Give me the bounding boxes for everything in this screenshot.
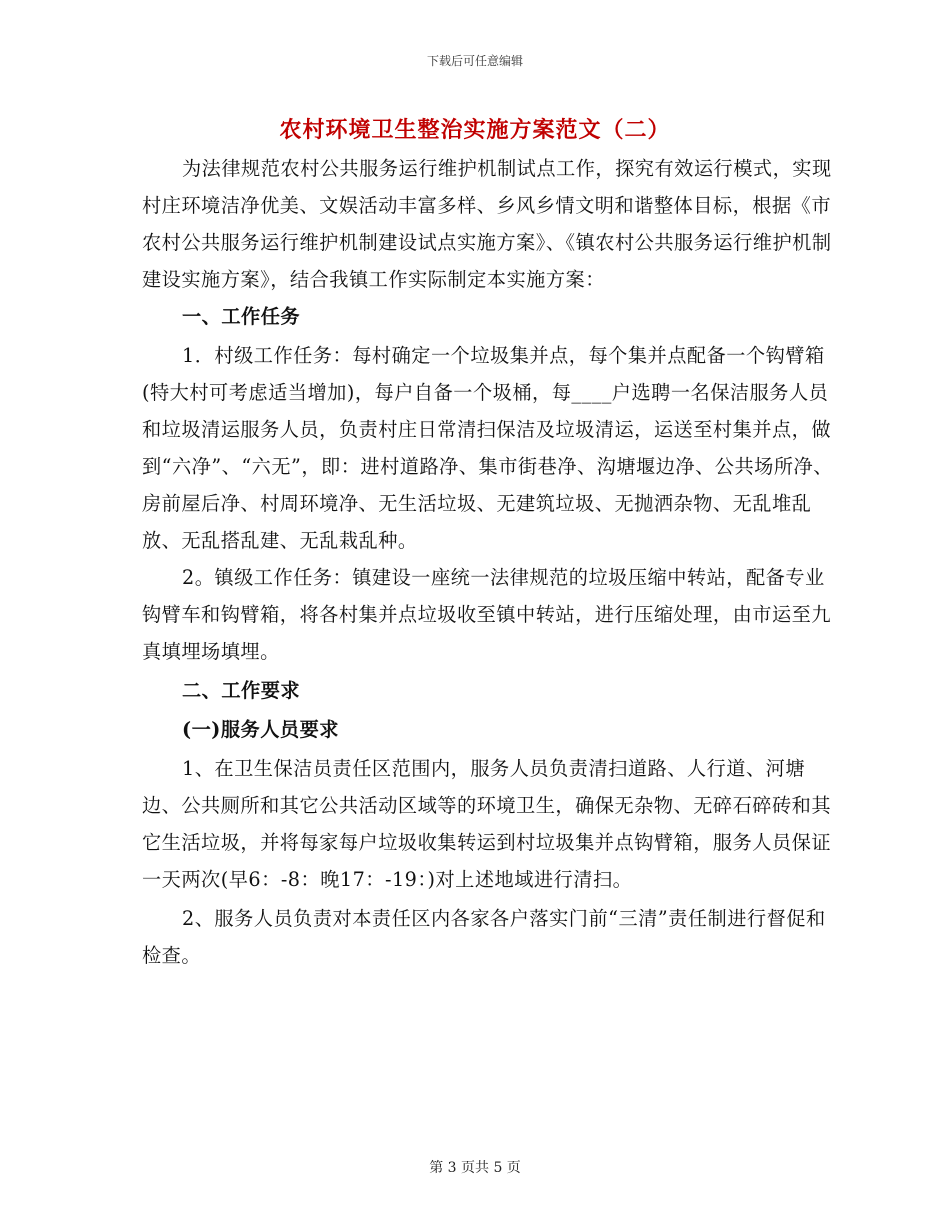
intro-paragraph: 为法律规范农村公共服务运行维护机制试点工作，探究有效运行模式，实现村庄环境洁净优美、文娱活动丰富多样、乡风乡情文明和谐整体目标，根据《市农村公共服务运行维护机制建设试点实施方案》、《镇农村公共服务运行维护机制建设实施方案》，结合我镇工作实际制定本实施方案： [142,157,832,291]
page-footer: 第 3 页共 5 页 [429,1160,521,1176]
town-tasks-paragraph: 2。镇级工作任务：镇建设一座统一法律规范的垃圾压缩中转站，配备专业钩臂车和钩臂箱，将各村集并点垃圾收至镇中转站，进行压缩处理，由市运至九真填埋场填埋。 [142,566,832,663]
village-tasks-paragraph: 1．村级工作任务：每村确定一个垃圾集并点，每个集并点配备一个钩臂箱(特大村可考虑适当增加)，每户自备一个圾桶，每____户选聘一名保洁服务人员和垃圾清运服务人员，负责村庄日常清扫保洁及垃圾清运，运送至村集并点，做到“六净”、“六无”，即：进村道路净、集市街巷净、沟塘堰边净、公共场所净、房前屋后净、村周环境净、无生活垃圾、无建筑垃圾、无抛洒杂物、无乱堆乱放、无乱搭乱建、无乱栽乱种。 [142,344,833,552]
section-heading-tasks: 一、工作任务 [182,305,301,328]
section-heading-requirements: 二、工作要求 [182,679,301,702]
staff-requirement-2: 2、服务人员负责对本责任区内各家各户落实门前“三清”责任制进行督促和检查。 [142,907,826,967]
staff-requirement-1: 1、在卫生保洁员责任区范围内，服务人员负责清扫道路、人行道、河塘边、公共厕所和其它公共活动区域等的环境卫生，确保无杂物、无碎石碎砖和其它生活垃圾，并将每家每户垃圾收集转运到村垃圾集并点钩臂箱，服务人员保证一天两次(早6：-8：晚17：-19：)对上述地域进行清扫。 [142,757,832,891]
document-body [142,150,842,974]
page-header: 下载后可任意编辑 [426,54,523,68]
subsection-heading-staff: (一)服务人员要求 [182,718,339,741]
document-title: 农村环境卫生整治实施方案范文（二） [279,117,671,143]
